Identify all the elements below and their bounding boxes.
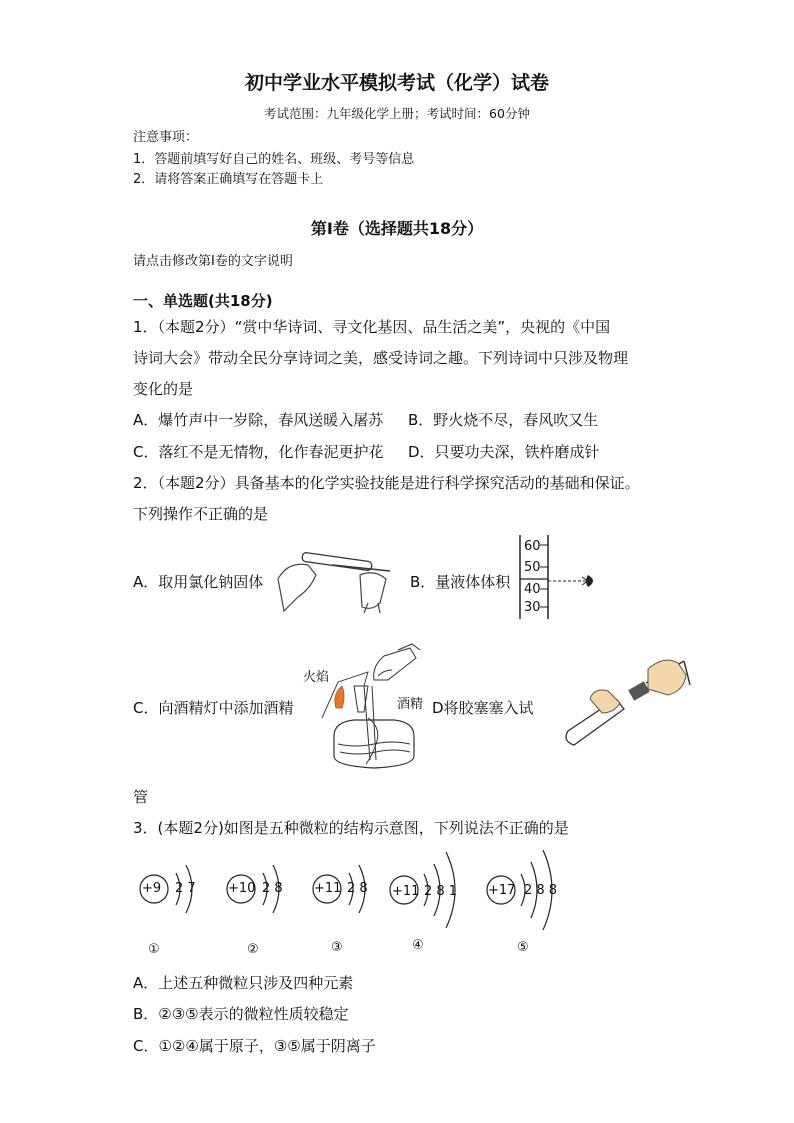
q2-option-a: A．取用氯化钠固体	[133, 573, 264, 591]
particle-electrons-5: 2 8 8	[524, 883, 558, 898]
q2-option-d: D将胶塞塞入试	[432, 699, 534, 717]
exam-subtitle: 考试范围：九年级化学上册；考试时间：60分钟	[264, 106, 530, 121]
q1-line-1: 1．（本题2分）“赏中华诗词、寻文化基因、品生活之美”，央视的《中国	[133, 318, 611, 336]
section-note: 请点击修改第Ⅰ卷的文字说明	[133, 254, 293, 269]
flame-label: 火焰	[303, 670, 330, 685]
q1-option-c: C．落红不是无情物，化作春泥更护花	[133, 443, 384, 461]
q2-option-c: C．向酒精灯中添加酒精	[133, 699, 294, 717]
exam-title: 初中学业水平模拟考试（化学）试卷	[244, 72, 549, 94]
particle-nucleus-5: +17	[488, 883, 516, 898]
particle-index-1: ①	[148, 942, 160, 957]
q3-line: 3．(本题2分)如图是五种微粒的结构示意图，下列说法不正确的是	[133, 819, 569, 837]
alcohol-label: 酒精	[397, 697, 424, 712]
particle-electrons-4: 2 8 1	[424, 884, 458, 899]
particle-index-3: ③	[331, 940, 343, 955]
particle-nucleus-1: +9	[142, 881, 162, 896]
particle-index-2: ②	[247, 942, 259, 957]
q2-option-d-wrap: 管	[133, 788, 149, 806]
cylinder-tick-40: 40	[524, 582, 541, 597]
q3-option-a: A．上述五种微粒只涉及四种元素	[133, 974, 354, 992]
q3-option-b: B．②③⑤表示的微粒性质较稳定	[133, 1005, 349, 1023]
q1-option-a: A．爆竹声中一岁除，春风送暖入屠苏	[133, 411, 384, 429]
particle-electrons-1: 2 7	[175, 881, 196, 896]
particle-nucleus-3: +11	[314, 881, 342, 896]
particle-index-5: ⑤	[517, 940, 529, 955]
notice-heading: 注意事项：	[133, 130, 199, 145]
q1-line-3: 变化的是	[133, 380, 194, 398]
particle-electrons-2: 2 8	[262, 881, 283, 896]
notice-item-1: 1．答题前填写好自己的姓名、班级、考号等信息	[133, 152, 415, 167]
stopper-test-tube-illustration	[560, 655, 700, 745]
q2-line-2: 下列操作不正确的是	[133, 505, 269, 523]
particle-index-4: ④	[412, 938, 424, 953]
cylinder-tick-50: 50	[524, 560, 541, 575]
q2-option-b: B．量液体体积	[410, 573, 511, 591]
particle-nucleus-2: +10	[228, 881, 256, 896]
part-heading: 一、单选题(共18分)	[133, 292, 273, 310]
q3-option-c: C．①②④属于原子，③⑤属于阴离子	[133, 1037, 376, 1055]
section-title: 第Ⅰ卷（选择题共18分）	[310, 219, 484, 238]
q2-line-1: 2．（本题2分）具备基本的化学实验技能是进行科学探究活动的基础和保证。	[133, 474, 640, 492]
test-tube-spatula-illustration	[272, 545, 397, 615]
particle-electrons-3: 2 8	[347, 881, 368, 896]
particle-nucleus-4: +11	[392, 884, 420, 899]
cylinder-tick-30: 30	[524, 600, 541, 615]
q1-option-b: B．野火烧不尽，春风吹又生	[408, 411, 599, 429]
q1-option-d: D．只要功夫深，铁杵磨成针	[408, 443, 600, 461]
alcohol-lamp-illustration	[318, 640, 443, 772]
notice-item-2: 2．请将答案正确填写在答题卡上	[133, 172, 324, 187]
cylinder-tick-60: 60	[524, 539, 541, 554]
q1-line-2: 诗词大会》带动全民分享诗词之美，感受诗词之趣。下列诗词中只涉及物理	[133, 349, 629, 367]
